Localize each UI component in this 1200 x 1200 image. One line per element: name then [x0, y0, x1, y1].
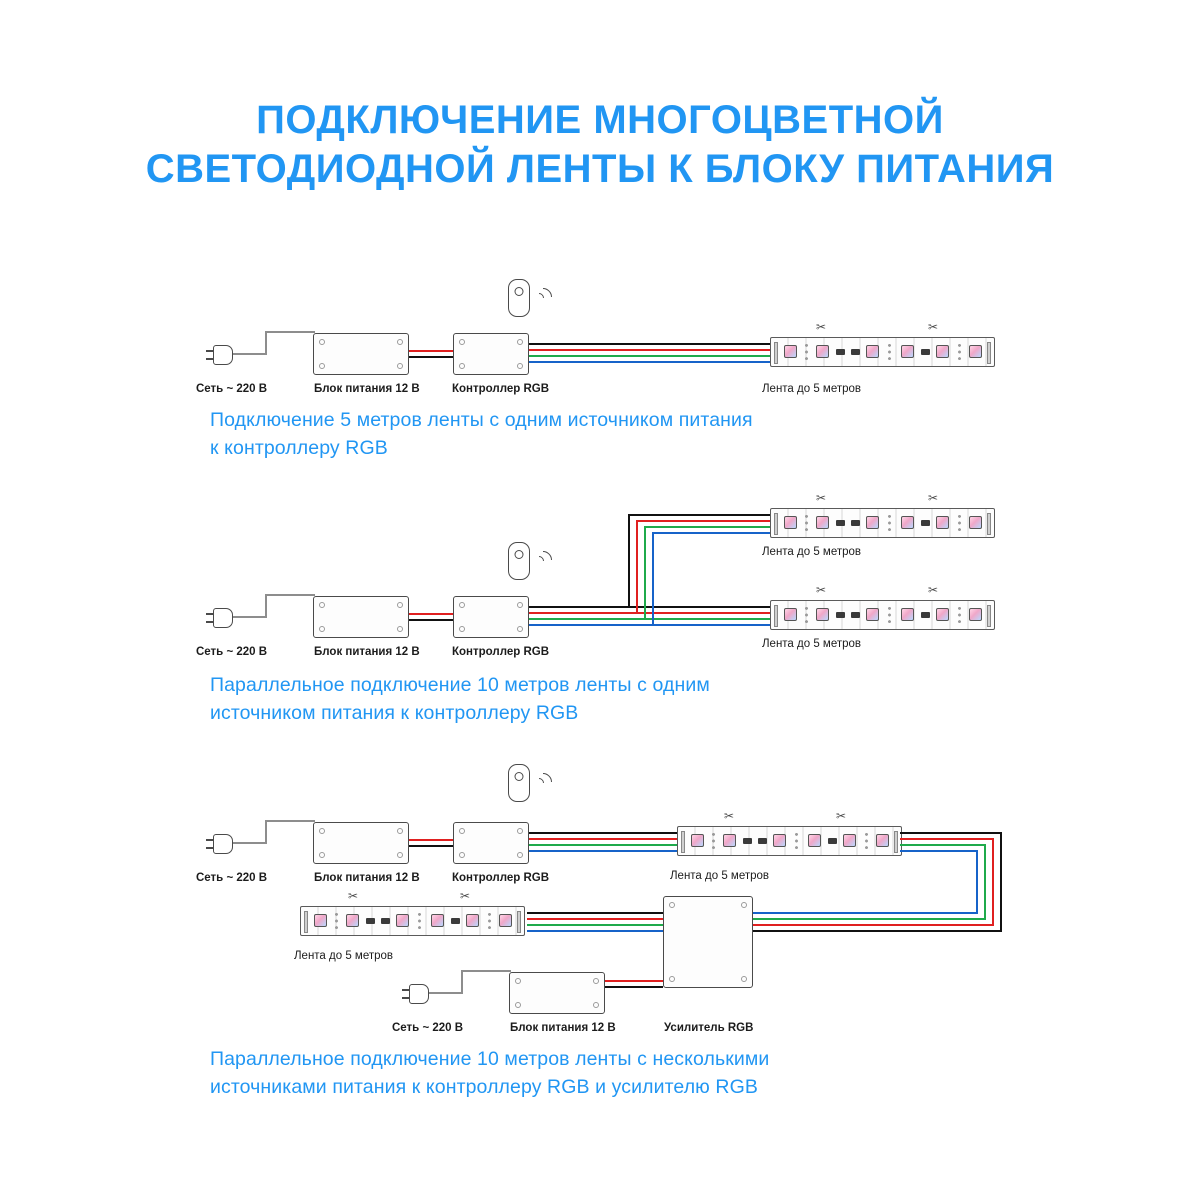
diagram-3-caption: [210, 1046, 769, 1101]
diagram-1-caption: [210, 407, 753, 462]
cut-mark-icon: ✂: [724, 809, 735, 823]
mains-cord: [265, 331, 315, 333]
wire-black: [409, 845, 455, 847]
power-supply-unit: [313, 822, 409, 864]
wire-black: [628, 514, 630, 608]
wire-red: [529, 612, 772, 614]
wire-green: [984, 844, 986, 920]
page-title-line-1: ПОДКЛЮЧЕНИЕ МНОГОЦВЕТНОЙ: [256, 98, 944, 142]
remote-button-icon: [515, 287, 524, 296]
mains-plug-icon: [213, 834, 233, 854]
wire-black: [628, 514, 772, 516]
rgb-controller: [453, 822, 529, 864]
wire-red: [636, 520, 772, 522]
wire-black: [1000, 832, 1002, 932]
mains-plug-icon: [409, 984, 429, 1004]
remote-control: [508, 764, 530, 802]
rgb-controller: [453, 333, 529, 375]
mains-cord: [461, 970, 511, 972]
wire-blue: [900, 850, 978, 852]
wire-black: [409, 619, 455, 621]
label-mains: Сеть ~ 220 В: [196, 646, 268, 658]
label-strip: Лента до 5 метров: [762, 546, 862, 558]
wire-blue: [752, 912, 978, 914]
label-controller: Контроллер RGB: [452, 383, 550, 395]
mains-cord: [461, 970, 463, 994]
mains-cord: [429, 992, 463, 994]
mains-cord: [265, 331, 267, 355]
wire-red: [409, 839, 455, 841]
diagram-2-caption: [210, 672, 710, 727]
rgb-amplifier: [663, 896, 753, 988]
remote-button-icon: [515, 772, 524, 781]
wire-green: [900, 844, 986, 846]
wire-green: [529, 844, 679, 846]
rgb-controller: [453, 596, 529, 638]
caption-line-2: источниками питания к контроллеру RGB и усилителю RGB: [210, 1075, 758, 1098]
signal-wave-icon: [530, 769, 555, 794]
led-strip: [770, 337, 995, 367]
caption-line-1: Подключение 5 метров ленты с одним источником питания: [210, 409, 753, 431]
cut-mark-icon: ✂: [460, 889, 471, 903]
label-controller: Контроллер RGB: [452, 872, 550, 884]
signal-wave-icon: [530, 284, 555, 309]
mains-cord: [265, 594, 267, 618]
remote-control: [508, 279, 530, 317]
cut-mark-icon: ✂: [928, 320, 939, 334]
wire-green: [527, 924, 663, 926]
mains-cord: [233, 616, 267, 618]
wire-blue: [529, 850, 679, 852]
mains-cord: [265, 820, 315, 822]
label-mains: Сеть ~ 220 В: [196, 872, 268, 884]
wire-green: [644, 526, 646, 620]
wire-black: [529, 343, 772, 345]
label-psu: Блок питания 12 В: [314, 383, 420, 395]
remote-control: [508, 542, 530, 580]
page-title: [0, 0, 1200, 194]
cut-mark-icon: ✂: [928, 583, 939, 597]
label-controller: Контроллер RGB: [452, 646, 550, 658]
led-strip: [300, 906, 525, 936]
wire-blue: [652, 532, 654, 626]
wire-black: [409, 356, 455, 358]
wire-blue: [976, 850, 978, 914]
wire-blue: [527, 930, 663, 932]
caption-line-2: источником питания к контроллеру RGB: [210, 701, 579, 724]
cut-mark-icon: ✂: [816, 491, 827, 505]
cut-mark-icon: ✂: [348, 889, 359, 903]
wire-black: [527, 912, 663, 914]
mains-cord: [265, 820, 267, 844]
wire-green: [644, 526, 772, 528]
led-strip: [770, 508, 995, 538]
caption-line-1: Параллельное подключение 10 метров ленты с несколькими: [210, 1048, 770, 1070]
wire-blue: [529, 361, 772, 363]
wire-black: [529, 832, 679, 834]
label-amplifier: Усилитель RGB: [664, 1022, 754, 1034]
wire-red: [900, 838, 994, 840]
wire-red: [409, 613, 455, 615]
wire-red: [409, 350, 455, 352]
label-mains: Сеть ~ 220 В: [392, 1022, 464, 1034]
page-title-line-2: СВЕТОДИОДНОЙ ЛЕНТЫ К БЛОКУ ПИТАНИЯ: [145, 146, 1055, 191]
mains-cord: [233, 842, 267, 844]
signal-wave-icon: [530, 547, 555, 572]
wire-blue: [529, 624, 772, 626]
wire-black: [900, 832, 1002, 834]
label-strip: Лента до 5 метров: [670, 870, 770, 882]
wire-red: [636, 520, 638, 614]
mains-plug-icon: [213, 608, 233, 628]
cut-mark-icon: ✂: [816, 320, 827, 334]
wire-red: [529, 838, 679, 840]
label-strip: Лента до 5 метров: [294, 950, 394, 962]
wire-blue: [652, 532, 772, 534]
wire-red: [527, 918, 663, 920]
mains-cord: [265, 594, 315, 596]
caption-line-1: Параллельное подключение 10 метров ленты с одним: [210, 674, 710, 696]
wire-black: [529, 606, 772, 608]
caption-line-2: к контроллеру RGB: [210, 436, 388, 459]
led-strip: [677, 826, 902, 856]
cut-mark-icon: ✂: [928, 491, 939, 505]
wire-green: [752, 918, 986, 920]
wire-red: [529, 349, 772, 351]
led-strip: [770, 600, 995, 630]
label-strip: Лента до 5 метров: [762, 638, 862, 650]
wire-green: [529, 355, 772, 357]
remote-button-icon: [515, 550, 524, 559]
wire-black: [752, 930, 1002, 932]
diagram-single-strip: [0, 255, 1200, 485]
label-psu: Блок питания 12 В: [314, 646, 420, 658]
label-psu: Блок питания 12 В: [314, 872, 420, 884]
power-supply-unit: [313, 333, 409, 375]
power-supply-unit: [509, 972, 605, 1014]
mains-plug-icon: [213, 345, 233, 365]
label-mains: Сеть ~ 220 В: [196, 383, 268, 395]
label-strip: Лента до 5 метров: [762, 383, 862, 395]
power-supply-unit: [313, 596, 409, 638]
wire-black: [605, 986, 663, 988]
wire-red: [752, 924, 994, 926]
diagram-amplifier: [0, 750, 1200, 1110]
wire-red: [992, 838, 994, 926]
mains-cord: [233, 353, 267, 355]
wire-green: [529, 618, 772, 620]
wire-red: [605, 980, 663, 982]
cut-mark-icon: ✂: [836, 809, 847, 823]
cut-mark-icon: ✂: [816, 583, 827, 597]
label-psu: Блок питания 12 В: [510, 1022, 616, 1034]
diagram-parallel-two-strips: [0, 480, 1200, 740]
